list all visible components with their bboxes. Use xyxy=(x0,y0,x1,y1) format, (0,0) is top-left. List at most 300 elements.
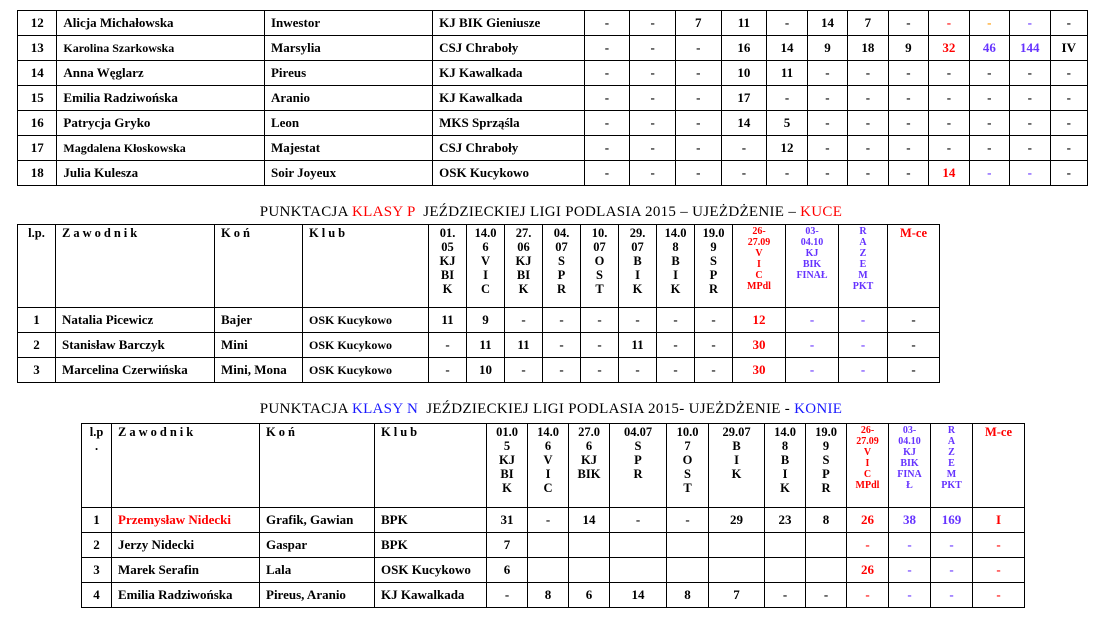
class-p-label: KLASY P xyxy=(352,204,416,220)
col-event-header-line: KJ xyxy=(439,254,456,268)
col-event-header xyxy=(528,424,569,508)
horse-name: Aranio xyxy=(264,86,432,111)
col-event-header-line: 5 xyxy=(503,439,511,453)
score-cell: - xyxy=(1010,136,1050,161)
col-event-header-line: 04. xyxy=(553,226,570,240)
table-row xyxy=(18,358,940,383)
horse-name: Lala xyxy=(260,558,375,583)
row-number: 2 xyxy=(82,533,112,558)
rider-name: Marek Serafin xyxy=(112,558,260,583)
col-total-header-line: M xyxy=(858,270,868,281)
col-event-header xyxy=(695,225,733,308)
score-cell: - xyxy=(675,161,721,186)
score-cell: - xyxy=(675,61,721,86)
horse-name: Majestat xyxy=(264,136,432,161)
score-cell: 7 xyxy=(709,583,765,608)
score-cell: 11 xyxy=(429,308,467,333)
col-vic-mpdl-header-line: I xyxy=(865,458,870,469)
score-cell: 6 xyxy=(569,583,610,608)
horse-name: Pireus, Aranio xyxy=(260,583,375,608)
col-event-header-line: K xyxy=(670,282,681,296)
col-event-header-line: 27. xyxy=(515,226,532,240)
col-event-header xyxy=(487,424,528,508)
score-cell: - xyxy=(929,136,969,161)
score-cell xyxy=(610,533,667,558)
score-cell: - xyxy=(767,86,807,111)
score-cell: - xyxy=(848,61,888,86)
score-cell: 14 xyxy=(569,508,610,533)
score-cell: 16 xyxy=(721,36,767,61)
col-final-header-line: FINA xyxy=(897,469,922,480)
score-cell: 12 xyxy=(767,136,807,161)
header-row xyxy=(82,424,1025,508)
col-event-header-line: C xyxy=(543,481,553,495)
score-cell: - xyxy=(581,308,619,333)
col-final-header-line: 03- xyxy=(902,425,917,436)
col-final-header-line: 03- xyxy=(805,226,819,237)
col-event-header xyxy=(569,424,610,508)
score-cell: - xyxy=(888,61,928,86)
score-cell: - xyxy=(1050,11,1087,36)
score-cell: - xyxy=(695,308,733,333)
table-row xyxy=(82,558,1025,583)
col-event-header-line: 14.0 xyxy=(474,226,497,240)
col-event-header xyxy=(667,424,709,508)
col-final-header-line: BIK xyxy=(802,259,822,270)
score-cell: 10 xyxy=(721,61,767,86)
col-event-header-line: 19.0 xyxy=(815,425,837,439)
col-event-header-line: S xyxy=(710,254,717,268)
col-event-header-line: 6 xyxy=(544,439,552,453)
col-final-header-line: FINAŁ xyxy=(796,270,828,281)
table-row xyxy=(18,333,940,358)
score-cell: 26 xyxy=(847,508,889,533)
score-cell: - xyxy=(667,508,709,533)
score-cell: - xyxy=(1010,61,1050,86)
col-vic-mpdl-header-line: MPdl xyxy=(747,281,771,292)
class-n-label: KLASY N xyxy=(351,401,419,417)
col-event-header-line: I xyxy=(782,467,788,481)
col-event-header-line: KJ xyxy=(499,453,515,467)
score-cell: - xyxy=(630,36,676,61)
col-event-header-line: 07 xyxy=(593,240,606,254)
horse-name: Marsylia xyxy=(264,36,432,61)
score-cell: - xyxy=(888,11,928,36)
score-cell: 29 xyxy=(709,508,765,533)
score-cell: 18 xyxy=(848,36,888,61)
col-event-header-line: B xyxy=(780,453,790,467)
score-cell: - xyxy=(695,333,733,358)
score-cell: IV xyxy=(1050,36,1087,61)
score-cell: - xyxy=(657,333,695,358)
score-cell: I xyxy=(973,508,1025,533)
col-event-header-line: I xyxy=(734,453,739,467)
col-vic-mpdl-header-line: 27.09 xyxy=(747,237,771,248)
col-vic-mpdl-header-line: I xyxy=(757,259,761,270)
score-cell: - xyxy=(847,533,889,558)
col-vic-mpdl-header xyxy=(847,424,889,508)
col-event-header-line: KJ xyxy=(515,254,532,268)
score-cell: 5 xyxy=(767,111,807,136)
rider-name: Emilia Radziwońska xyxy=(112,583,260,608)
score-cell: 169 xyxy=(931,508,973,533)
standings-table-continued xyxy=(17,10,1088,186)
score-cell: 9 xyxy=(467,308,505,333)
score-cell: 30 xyxy=(733,358,786,383)
rider-name: Anna Węglarz xyxy=(57,61,265,86)
row-number: 13 xyxy=(18,36,57,61)
club-name: OSK Kucykowo xyxy=(375,558,487,583)
rider-name: Natalia Picewicz xyxy=(56,308,215,333)
score-cell: - xyxy=(969,111,1009,136)
col-place-header: M-ce xyxy=(888,225,940,308)
col-lp-header: l.p. xyxy=(18,225,56,308)
row-number: 2 xyxy=(18,333,56,358)
col-event-header xyxy=(806,424,847,508)
score-cell: - xyxy=(1050,136,1087,161)
score-cell: 11 xyxy=(505,333,543,358)
col-place-header: M-ce xyxy=(973,424,1025,508)
score-cell: - xyxy=(619,358,657,383)
table-row xyxy=(18,161,1088,186)
score-cell: - xyxy=(429,358,467,383)
score-cell: - xyxy=(969,136,1009,161)
col-event-header-line: 14.0 xyxy=(774,425,796,439)
col-event-header-line: S xyxy=(822,453,830,467)
horse-name: Gaspar xyxy=(260,533,375,558)
score-cell: - xyxy=(807,161,847,186)
score-cell: - xyxy=(929,61,969,86)
table-row xyxy=(18,11,1088,36)
col-final-header xyxy=(889,424,931,508)
col-event-header xyxy=(543,225,581,308)
score-cell: - xyxy=(657,308,695,333)
score-cell xyxy=(569,558,610,583)
score-cell: - xyxy=(786,358,839,383)
col-vic-mpdl-header-line: 26- xyxy=(860,425,875,436)
score-cell: - xyxy=(630,61,676,86)
score-cell: - xyxy=(1010,86,1050,111)
table-row xyxy=(18,86,1088,111)
row-number: 1 xyxy=(82,508,112,533)
col-event-header-line: K xyxy=(780,481,790,495)
col-event-header-line: 9 xyxy=(822,439,830,453)
score-cell: 7 xyxy=(487,533,528,558)
score-cell: - xyxy=(505,308,543,333)
rider-name: Karolina Szarkowska xyxy=(57,36,265,61)
col-event-header-line: V xyxy=(480,254,491,268)
row-number: 16 xyxy=(18,111,57,136)
club-name: BPK xyxy=(375,508,487,533)
rider-name: Julia Kulesza xyxy=(57,161,265,186)
class-n-standings-table xyxy=(81,423,1025,608)
col-final-header-line: KJ xyxy=(805,248,819,259)
col-event-header-line: P xyxy=(709,268,718,282)
score-cell: - xyxy=(543,358,581,383)
kuce-label: KUCE xyxy=(800,204,843,220)
score-cell: - xyxy=(929,86,969,111)
horse-name: Inwestor xyxy=(264,11,432,36)
score-cell: - xyxy=(848,111,888,136)
col-event-header-line: 29.07 xyxy=(722,425,751,439)
score-cell: 31 xyxy=(487,508,528,533)
score-cell: - xyxy=(848,86,888,111)
score-cell: - xyxy=(543,308,581,333)
club-name: OSK Kucykowo xyxy=(303,333,429,358)
score-cell: - xyxy=(1050,161,1087,186)
col-event-header-line: 07 xyxy=(631,240,644,254)
club-name: OSK Kucykowo xyxy=(303,308,429,333)
score-cell: - xyxy=(487,583,528,608)
score-cell: 14 xyxy=(929,161,969,186)
score-cell xyxy=(709,533,765,558)
score-cell: 11 xyxy=(767,61,807,86)
col-event-header-line: S xyxy=(596,268,603,282)
col-total-header xyxy=(839,225,888,308)
score-cell: 30 xyxy=(733,333,786,358)
col-event-header-line: K xyxy=(632,282,643,296)
col-event-header-line: K xyxy=(502,481,512,495)
score-cell: 10 xyxy=(467,358,505,383)
score-cell: - xyxy=(969,61,1009,86)
class-p-standings-table xyxy=(17,224,940,383)
col-event-header-line: O xyxy=(682,453,693,467)
score-cell: - xyxy=(581,358,619,383)
score-cell: - xyxy=(807,111,847,136)
rider-name: Alicja Michałowska xyxy=(57,11,265,36)
col-rider-header: Zawodnik xyxy=(112,424,260,508)
score-cell: - xyxy=(429,333,467,358)
col-event-header xyxy=(467,225,505,308)
col-final-header-line: 04.10 xyxy=(898,436,921,447)
score-cell: - xyxy=(807,86,847,111)
col-vic-mpdl-header-line: V xyxy=(755,248,763,259)
table-row xyxy=(82,583,1025,608)
score-cell: - xyxy=(888,333,940,358)
col-event-header-line: I xyxy=(545,467,551,481)
table-row xyxy=(18,111,1088,136)
score-cell: 23 xyxy=(765,508,806,533)
score-cell: - xyxy=(806,583,847,608)
score-cell: - xyxy=(889,533,931,558)
horse-name: Pireus xyxy=(264,61,432,86)
score-cell: - xyxy=(888,86,928,111)
col-event-header-line: S xyxy=(684,467,691,481)
col-event-header-line: 07 xyxy=(555,240,568,254)
score-cell: - xyxy=(973,558,1025,583)
score-cell: - xyxy=(505,358,543,383)
score-cell: 8 xyxy=(806,508,847,533)
col-vic-mpdl-header-line: C xyxy=(755,270,763,281)
score-cell: 32 xyxy=(929,36,969,61)
col-lp-header-line: l.p xyxy=(89,425,104,439)
col-event-header xyxy=(581,225,619,308)
score-cell: - xyxy=(807,61,847,86)
rider-name: Przemysław Nidecki xyxy=(112,508,260,533)
club-name: BPK xyxy=(375,533,487,558)
col-event-header-line: I xyxy=(673,268,678,282)
score-cell: - xyxy=(786,308,839,333)
col-total-header-line: PKT xyxy=(941,480,962,491)
col-total-header-line: M xyxy=(946,469,957,480)
col-event-header-line: 6 xyxy=(482,240,489,254)
col-event-header-line: 14.0 xyxy=(664,226,687,240)
col-event-header-line: 27.0 xyxy=(578,425,600,439)
club-name: CSJ Chraboły xyxy=(433,136,585,161)
col-club-header: Klub xyxy=(303,225,429,308)
score-cell: - xyxy=(839,358,888,383)
score-cell xyxy=(610,558,667,583)
col-event-header-line: P xyxy=(822,467,830,481)
col-lp-header-line: . xyxy=(94,439,99,453)
score-cell: - xyxy=(584,11,630,36)
col-total-header xyxy=(931,424,973,508)
col-lp-header xyxy=(82,424,112,508)
score-cell: - xyxy=(581,333,619,358)
score-cell xyxy=(569,533,610,558)
score-cell: - xyxy=(848,161,888,186)
score-cell: - xyxy=(630,136,676,161)
col-event-header-line: BI xyxy=(516,268,531,282)
col-horse-header: Koń xyxy=(260,424,375,508)
score-cell: - xyxy=(584,111,630,136)
col-event-header-line: 10. xyxy=(591,226,608,240)
horse-name: Soir Joyeux xyxy=(264,161,432,186)
col-event-header xyxy=(429,225,467,308)
row-number: 3 xyxy=(18,358,56,383)
col-event-header-line: 04.07 xyxy=(623,425,653,439)
score-cell: - xyxy=(630,111,676,136)
score-cell: - xyxy=(1050,111,1087,136)
col-event-header-line: P xyxy=(634,453,642,467)
score-cell: - xyxy=(839,333,888,358)
score-cell: 8 xyxy=(528,583,569,608)
score-cell: - xyxy=(584,161,630,186)
row-number: 18 xyxy=(18,161,57,186)
club-name: KJ Kawalkada xyxy=(433,61,585,86)
col-total-header-line: E xyxy=(948,458,955,469)
score-cell: 7 xyxy=(675,11,721,36)
row-number: 4 xyxy=(82,583,112,608)
col-event-header-line: BIK xyxy=(577,467,601,481)
col-event-header-line: R xyxy=(821,481,831,495)
col-event-header-line: KJ xyxy=(581,453,597,467)
score-cell: 12 xyxy=(733,308,786,333)
horse-name: Mini, Mona xyxy=(215,358,303,383)
col-event-header-line: S xyxy=(558,254,565,268)
col-final-header-line: 04.10 xyxy=(800,237,824,248)
score-cell: - xyxy=(1050,86,1087,111)
col-event-header-line: 29. xyxy=(629,226,646,240)
score-cell: - xyxy=(721,161,767,186)
club-name: OSK Kucykowo xyxy=(303,358,429,383)
col-event-header-line: K xyxy=(731,467,742,481)
col-event-header-line: 9 xyxy=(710,240,717,254)
col-final-header-line: Ł xyxy=(906,480,913,491)
row-number: 17 xyxy=(18,136,57,161)
col-event-header xyxy=(505,225,543,308)
score-cell xyxy=(765,558,806,583)
score-cell: - xyxy=(888,136,928,161)
score-cell: - xyxy=(675,86,721,111)
score-cell: - xyxy=(630,11,676,36)
score-cell: - xyxy=(584,86,630,111)
score-cell: - xyxy=(1050,61,1087,86)
table-row xyxy=(18,308,940,333)
col-event-header-line: 06 xyxy=(517,240,530,254)
score-cell xyxy=(528,533,569,558)
score-cell: 9 xyxy=(888,36,928,61)
col-club-header: Klub xyxy=(375,424,487,508)
col-event-header xyxy=(709,424,765,508)
rider-name: Emilia Radziwońska xyxy=(57,86,265,111)
score-cell: - xyxy=(969,11,1009,36)
col-total-header-line: R xyxy=(859,226,867,237)
score-cell: 14 xyxy=(767,36,807,61)
score-cell: - xyxy=(847,583,889,608)
col-total-header-line: A xyxy=(947,436,956,447)
score-cell: - xyxy=(1010,11,1050,36)
score-cell: 7 xyxy=(848,11,888,36)
score-cell xyxy=(528,558,569,583)
score-cell: 6 xyxy=(487,558,528,583)
score-cell: - xyxy=(889,558,931,583)
col-event-header-line: V xyxy=(543,453,553,467)
score-cell: - xyxy=(675,136,721,161)
row-number: 1 xyxy=(18,308,56,333)
col-total-header-line: PKT xyxy=(852,281,874,292)
score-cell: 17 xyxy=(721,86,767,111)
row-number: 12 xyxy=(18,11,57,36)
score-cell: - xyxy=(786,333,839,358)
col-event-header xyxy=(619,225,657,308)
score-cell: 144 xyxy=(1010,36,1050,61)
score-cell: - xyxy=(931,533,973,558)
score-cell: - xyxy=(695,358,733,383)
score-cell: 11 xyxy=(467,333,505,358)
club-name: KJ Kawalkada xyxy=(433,86,585,111)
score-cell: - xyxy=(888,358,940,383)
club-name: MKS Sprząśla xyxy=(433,111,585,136)
konie-label: KONIE xyxy=(794,401,843,417)
col-vic-mpdl-header-line: MPdl xyxy=(855,480,880,491)
score-cell: - xyxy=(929,111,969,136)
col-final-header xyxy=(786,225,839,308)
col-event-header-line: B xyxy=(732,439,741,453)
col-rider-header: Zawodnik xyxy=(56,225,215,308)
score-cell: - xyxy=(765,583,806,608)
score-cell: 11 xyxy=(619,333,657,358)
class-p-title: PUNKTACJA KLASY P JEŹDZIECKIEJ LIGI PODLASIA 2015 – UJEŻDŻENIE – KUCE xyxy=(259,204,843,220)
col-event-header-line: 8 xyxy=(781,439,789,453)
col-event-header-line: 10.0 xyxy=(676,425,699,439)
score-cell: 8 xyxy=(667,583,709,608)
score-cell: - xyxy=(1010,111,1050,136)
col-event-header-line: K xyxy=(442,282,453,296)
score-cell: 11 xyxy=(721,11,767,36)
score-cell: 26 xyxy=(847,558,889,583)
col-event-header-line: C xyxy=(480,282,491,296)
score-cell: - xyxy=(584,136,630,161)
score-cell: - xyxy=(767,11,807,36)
score-cell: - xyxy=(675,111,721,136)
horse-name: Mini xyxy=(215,333,303,358)
club-name: CSJ Chraboły xyxy=(433,36,585,61)
col-vic-mpdl-header-line: 27.09 xyxy=(856,436,879,447)
col-event-header-line: R xyxy=(708,282,719,296)
col-event-header-line: S xyxy=(634,439,642,453)
col-event-header-line: P xyxy=(557,268,566,282)
